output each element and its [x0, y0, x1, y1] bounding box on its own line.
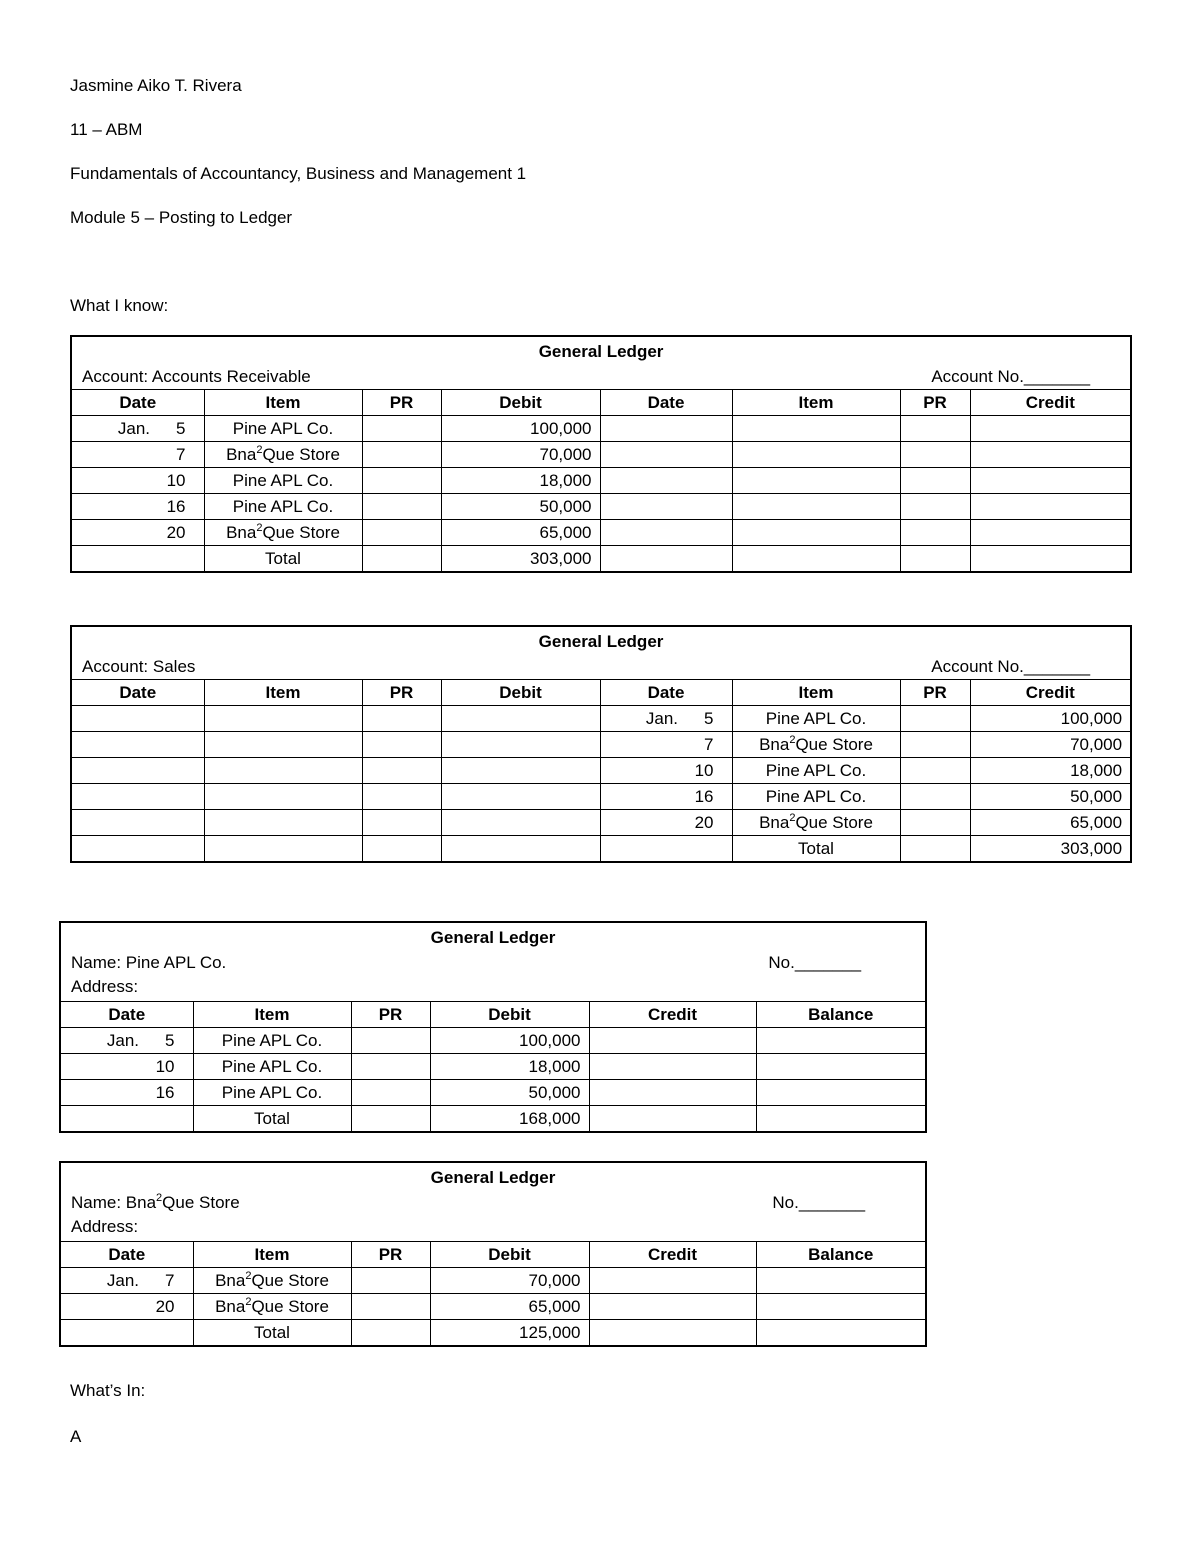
entry-month: Jan.	[645, 709, 679, 728]
col-balance: Balance	[756, 1242, 926, 1268]
store-name-prefix: Bna	[125, 1193, 157, 1212]
store-name-suffix: Que Store	[251, 1297, 329, 1316]
entry-item	[193, 1268, 351, 1294]
customer-name-label: Name:	[71, 1193, 126, 1212]
col-debit: Debit	[430, 1002, 589, 1028]
table-row	[71, 442, 1131, 468]
entry-credit: 100,000	[970, 706, 1131, 732]
total-row	[60, 1106, 926, 1133]
entry-pr	[900, 732, 970, 758]
col-date: Date	[71, 390, 204, 416]
col-pr: PR	[351, 1002, 430, 1028]
col-pr: PR	[362, 680, 441, 706]
store-name-suffix: Que Store	[262, 523, 340, 542]
table-row	[71, 706, 1131, 732]
col-item: Item	[204, 390, 362, 416]
entry-date: 7	[71, 442, 204, 468]
column-header-row	[71, 680, 1131, 706]
entry-item	[204, 442, 362, 468]
entry-item: Pine APL Co.	[193, 1028, 351, 1054]
account-number: Account No._______	[931, 367, 1091, 386]
module-title: Module 5 – Posting to Ledger	[70, 208, 293, 227]
entry-credit: 18,000	[970, 758, 1131, 784]
student-section: 11 – ABM	[70, 120, 143, 139]
entry-pr	[362, 442, 441, 468]
col-credit: Credit	[970, 390, 1131, 416]
entry-pr	[900, 758, 970, 784]
entry-date: 16	[71, 494, 204, 520]
entry-date: 10	[71, 468, 204, 494]
entry-item: Pine APL Co.	[204, 468, 362, 494]
entry-item: Pine APL Co.	[193, 1080, 351, 1106]
entry-date: 10	[600, 758, 732, 784]
entry-debit: 100,000	[441, 416, 600, 442]
table-row	[60, 1268, 926, 1294]
total-label: Total	[193, 1106, 351, 1133]
entry-date: 16	[60, 1080, 193, 1106]
column-header-row	[60, 1002, 926, 1028]
store-name-prefix: Bna	[759, 813, 790, 832]
total-debit: 303,000	[441, 546, 600, 573]
ledger-pine-apl-co	[59, 921, 927, 1133]
entry-date: 20	[71, 520, 204, 546]
entry-item	[193, 1294, 351, 1320]
col-date: Date	[60, 1242, 193, 1268]
store-name-suffix: Que Store	[795, 813, 873, 832]
ledger-header	[60, 922, 926, 1002]
customer-number: No._______	[772, 1193, 866, 1212]
entry-pr	[362, 416, 441, 442]
entry-debit: 70,000	[430, 1268, 589, 1294]
account-name: Account: Sales	[82, 657, 196, 676]
entry-debit: 65,000	[441, 520, 600, 546]
store-name-superscript: 2	[256, 522, 263, 534]
entry-debit: 50,000	[441, 494, 600, 520]
account-name: Account: Accounts Receivable	[82, 367, 311, 386]
store-name-prefix: Bna	[759, 735, 790, 754]
entry-item: Pine APL Co.	[204, 416, 362, 442]
entry-item: Pine APL Co.	[204, 494, 362, 520]
entry-month: Jan.	[117, 419, 151, 438]
table-row	[71, 520, 1131, 546]
col-pr: PR	[900, 390, 970, 416]
col-date: Date	[71, 680, 204, 706]
ledger-header	[71, 626, 1131, 680]
entry-pr	[900, 784, 970, 810]
ledger-accounts-receivable	[70, 335, 1132, 573]
total-label: Total	[193, 1320, 351, 1347]
entry-pr	[900, 706, 970, 732]
ledger-bna2que-store	[59, 1161, 927, 1347]
entry-day: 5	[165, 1031, 175, 1050]
entry-day: 7	[165, 1271, 175, 1290]
entry-pr	[351, 1028, 430, 1054]
col-pr: PR	[362, 390, 441, 416]
col-date: Date	[600, 680, 732, 706]
entry-credit: 70,000	[970, 732, 1131, 758]
table-row	[60, 1294, 926, 1320]
col-item: Item	[732, 390, 900, 416]
col-pr: PR	[351, 1242, 430, 1268]
col-credit: Credit	[589, 1002, 756, 1028]
total-debit: 168,000	[430, 1106, 589, 1133]
table-row	[71, 732, 1131, 758]
store-name-prefix: Bna	[226, 445, 257, 464]
store-name-prefix: Bna	[215, 1271, 246, 1290]
ledger-header	[71, 336, 1131, 390]
ledger-title: General Ledger	[538, 342, 664, 361]
ledger-header	[60, 1162, 926, 1242]
col-item: Item	[193, 1002, 351, 1028]
store-name-suffix: Que Store	[262, 445, 340, 464]
total-credit: 303,000	[970, 836, 1131, 863]
entry-date: 7	[600, 732, 732, 758]
entry-date	[60, 1028, 193, 1054]
store-name-superscript: 2	[789, 812, 796, 824]
store-name-suffix: Que Store	[162, 1193, 240, 1212]
entry-debit: 50,000	[430, 1080, 589, 1106]
total-label: Total	[204, 546, 362, 573]
store-name-suffix: Que Store	[795, 735, 873, 754]
column-header-row	[71, 390, 1131, 416]
entry-debit: 100,000	[430, 1028, 589, 1054]
store-name-prefix: Bna	[215, 1297, 246, 1316]
customer-address: Address:	[71, 1217, 139, 1236]
col-item: Item	[204, 680, 362, 706]
student-name: Jasmine Aiko T. Rivera	[70, 76, 242, 95]
table-row	[60, 1080, 926, 1106]
entry-item: Pine APL Co.	[193, 1054, 351, 1080]
entry-pr	[362, 520, 441, 546]
entry-debit: 65,000	[430, 1294, 589, 1320]
col-item: Item	[732, 680, 900, 706]
section-heading-what-i-know: What I know:	[70, 296, 169, 315]
entry-item: Pine APL Co.	[732, 706, 900, 732]
table-row	[71, 810, 1131, 836]
entry-debit: 18,000	[430, 1054, 589, 1080]
total-debit: 125,000	[430, 1320, 589, 1347]
total-row	[60, 1320, 926, 1347]
section-heading-whats-in: What’s In:	[70, 1381, 146, 1400]
store-name-suffix: Que Store	[251, 1271, 329, 1290]
total-row	[71, 546, 1131, 573]
entry-item	[204, 520, 362, 546]
entry-debit: 70,000	[441, 442, 600, 468]
customer-address: Address:	[71, 977, 139, 996]
customer-name	[71, 1191, 240, 1215]
entry-day: 5	[704, 709, 714, 728]
col-date: Date	[60, 1002, 193, 1028]
table-row	[60, 1054, 926, 1080]
table-row	[71, 784, 1131, 810]
entry-pr	[351, 1294, 430, 1320]
entry-date	[60, 1268, 193, 1294]
entry-debit: 18,000	[441, 468, 600, 494]
table-row	[71, 494, 1131, 520]
entry-credit: 50,000	[970, 784, 1131, 810]
table-row	[71, 758, 1131, 784]
entry-date	[71, 416, 204, 442]
table-row	[71, 468, 1131, 494]
store-name-prefix: Bna	[226, 523, 257, 542]
col-pr: PR	[900, 680, 970, 706]
subject-title: Fundamentals of Accountancy, Business and Management 1	[70, 164, 527, 183]
entry-pr	[351, 1080, 430, 1106]
col-date: Date	[600, 390, 732, 416]
entry-pr	[351, 1054, 430, 1080]
store-name-superscript: 2	[789, 734, 796, 746]
col-item: Item	[193, 1242, 351, 1268]
entry-month: Jan.	[106, 1031, 140, 1050]
col-credit: Credit	[970, 680, 1131, 706]
customer-number: No._______	[768, 953, 862, 972]
entry-date: 16	[600, 784, 732, 810]
table-row	[60, 1028, 926, 1054]
table-row	[71, 416, 1131, 442]
answer-text: A	[70, 1427, 82, 1446]
store-name-superscript: 2	[245, 1270, 252, 1282]
col-debit: Debit	[441, 680, 600, 706]
store-name-superscript: 2	[156, 1192, 163, 1204]
customer-name: Name: Pine APL Co.	[71, 953, 227, 972]
entry-credit: 65,000	[970, 810, 1131, 836]
entry-date	[600, 706, 732, 732]
ledger-title: General Ledger	[430, 1168, 556, 1187]
col-credit: Credit	[589, 1242, 756, 1268]
entry-pr	[362, 468, 441, 494]
col-debit: Debit	[441, 390, 600, 416]
total-label: Total	[732, 836, 900, 863]
ledger-sales	[70, 625, 1132, 863]
entry-pr	[362, 494, 441, 520]
total-row	[71, 836, 1131, 863]
entry-date: 10	[60, 1054, 193, 1080]
col-debit: Debit	[430, 1242, 589, 1268]
entry-day: 5	[176, 419, 186, 438]
col-balance: Balance	[756, 1002, 926, 1028]
ledger-title: General Ledger	[430, 928, 556, 947]
entry-item: Pine APL Co.	[732, 758, 900, 784]
entry-date: 20	[60, 1294, 193, 1320]
entry-item	[732, 732, 900, 758]
entry-date: 20	[600, 810, 732, 836]
entry-pr	[351, 1268, 430, 1294]
entry-item: Pine APL Co.	[732, 784, 900, 810]
entry-item	[732, 810, 900, 836]
account-number: Account No._______	[931, 657, 1091, 676]
column-header-row	[60, 1242, 926, 1268]
store-name-superscript: 2	[256, 444, 263, 456]
entry-month: Jan.	[106, 1271, 140, 1290]
entry-pr	[900, 810, 970, 836]
store-name-superscript: 2	[245, 1296, 252, 1308]
ledger-title: General Ledger	[538, 632, 664, 651]
